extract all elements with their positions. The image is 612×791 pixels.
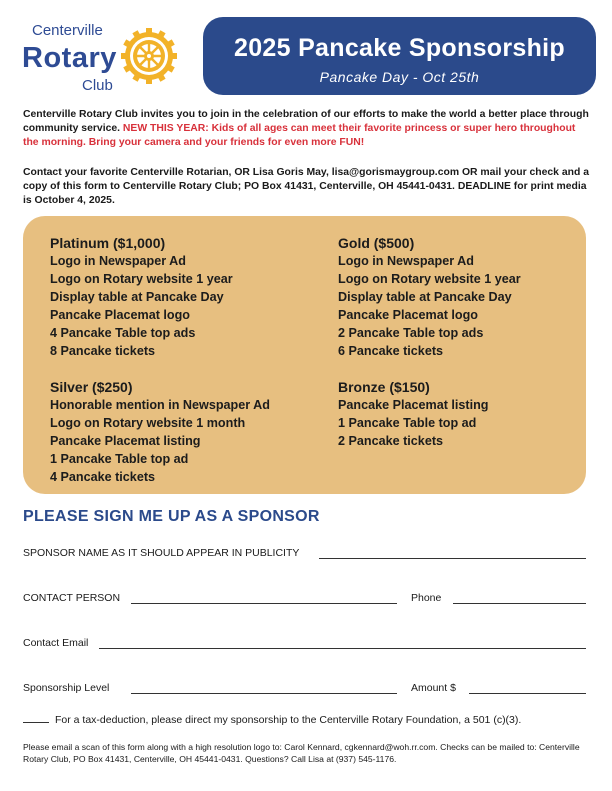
contact-email-field[interactable]: [99, 648, 586, 649]
intro-text: Centerville Rotary Club invites you to join in the celebration of our efforts to make the world a better place through community service.: [23, 109, 589, 134]
contact-email-label: Contact Email: [23, 637, 89, 649]
tier-name: Platinum ($1,000): [50, 235, 166, 251]
tier-name: Silver ($250): [50, 379, 133, 395]
sponsorship-level-label: Sponsorship Level: [23, 682, 110, 694]
form-heading: PLEASE SIGN ME UP AS A SPONSOR: [23, 508, 320, 525]
phone-field[interactable]: [453, 603, 586, 604]
tier-benefit: Honorable mention in Newspaper Ad: [50, 398, 270, 412]
tier-benefit: Logo on Rotary website 1 year: [50, 272, 233, 286]
tier-benefit: 2 Pancake Table top ads: [338, 326, 484, 340]
sponsorship-levels-panel: [23, 216, 586, 494]
tier-benefit: Logo on Rotary website 1 month: [50, 416, 246, 430]
tax-deduction-row: [23, 712, 593, 726]
tier-benefit: Pancake Placemat listing: [50, 434, 201, 448]
tier-benefit: Pancake Placemat logo: [338, 308, 478, 322]
tier-silver: [50, 378, 270, 486]
logo-text-club: Club: [82, 77, 113, 94]
rotary-logo: [22, 22, 182, 100]
tier-bronze: [338, 378, 489, 450]
tier-benefit: 6 Pancake tickets: [338, 344, 444, 358]
tier-name: Bronze ($150): [338, 379, 430, 395]
tier-name: Gold ($500): [338, 235, 415, 251]
tier-benefit: Logo in Newspaper Ad: [338, 254, 474, 268]
tier-benefit: Display table at Pancake Day: [50, 290, 224, 304]
tax-deduction-blank[interactable]: [23, 712, 49, 723]
phone-label: Phone: [411, 592, 442, 604]
tier-benefit: 4 Pancake Table top ads: [50, 326, 196, 340]
tier-benefit: Pancake Placemat logo: [50, 308, 190, 322]
sponsor-name-label: SPONSOR NAME AS IT SHOULD APPEAR IN PUBLICITY: [23, 547, 300, 559]
intro-paragraph: [23, 108, 593, 150]
tier-benefit: Pancake Placemat listing: [338, 398, 489, 412]
event-date: Pancake Day - Oct 25th: [319, 69, 480, 85]
tier-benefit: 4 Pancake tickets: [50, 470, 156, 484]
sponsor-name-field[interactable]: [319, 558, 586, 559]
contact-person-field[interactable]: [131, 603, 397, 604]
tier-benefit: Logo in Newspaper Ad: [50, 254, 186, 268]
rotary-wheel-icon: [121, 28, 177, 84]
tier-benefit: 1 Pancake Table top ad: [338, 416, 477, 430]
footer-note: Please email a scan of this form along with a high resolution logo to: Carol Kennard, cgkennard@woh.rr.com. Checks can be mailed to: Centerville Rotary Club, PO Box 41431, Centerville, OH 45441-0431. Questions? Call Lisa at (937) 545-1176.: [23, 742, 580, 764]
tax-deduction-text: For a tax-deduction, please direct my sponsorship to the Centerville Rotary Foundation, a 501 (c)(3).: [55, 714, 522, 726]
tier-platinum: [50, 234, 233, 360]
contact-paragraph: Contact your favorite Centerville Rotarian, OR Lisa Goris May, lisa@gorismaygroup.com OR mail your check and a copy of this form to Centerville Rotary Club; PO Box 41431, Centerville, OH 45441-0431. DEADLINE for print media is October 4, 2025.: [23, 167, 589, 206]
contact-person-label: CONTACT PERSON: [23, 592, 121, 604]
page-title: 2025 Pancake Sponsorship: [234, 34, 565, 62]
logo-text-rotary: Rotary: [22, 42, 117, 74]
tier-benefit: Logo on Rotary website 1 year: [338, 272, 521, 286]
amount-field[interactable]: [469, 693, 586, 694]
tier-benefit: Display table at Pancake Day: [338, 290, 512, 304]
intro-highlight: NEW THIS YEAR: Kids of all ages can meet their favorite princess or super hero throughout the morning. Bring your camera and your friends for even more FUN!: [23, 123, 576, 148]
tier-gold: [338, 234, 521, 360]
tier-benefit: 1 Pancake Table top ad: [50, 452, 189, 466]
sponsorship-level-field[interactable]: [131, 693, 397, 694]
amount-label: Amount $: [411, 682, 456, 694]
logo-text-centerville: Centerville: [32, 22, 103, 39]
tier-benefit: 8 Pancake tickets: [50, 344, 156, 358]
header-banner: [203, 17, 596, 95]
tier-benefit: 2 Pancake tickets: [338, 434, 444, 448]
